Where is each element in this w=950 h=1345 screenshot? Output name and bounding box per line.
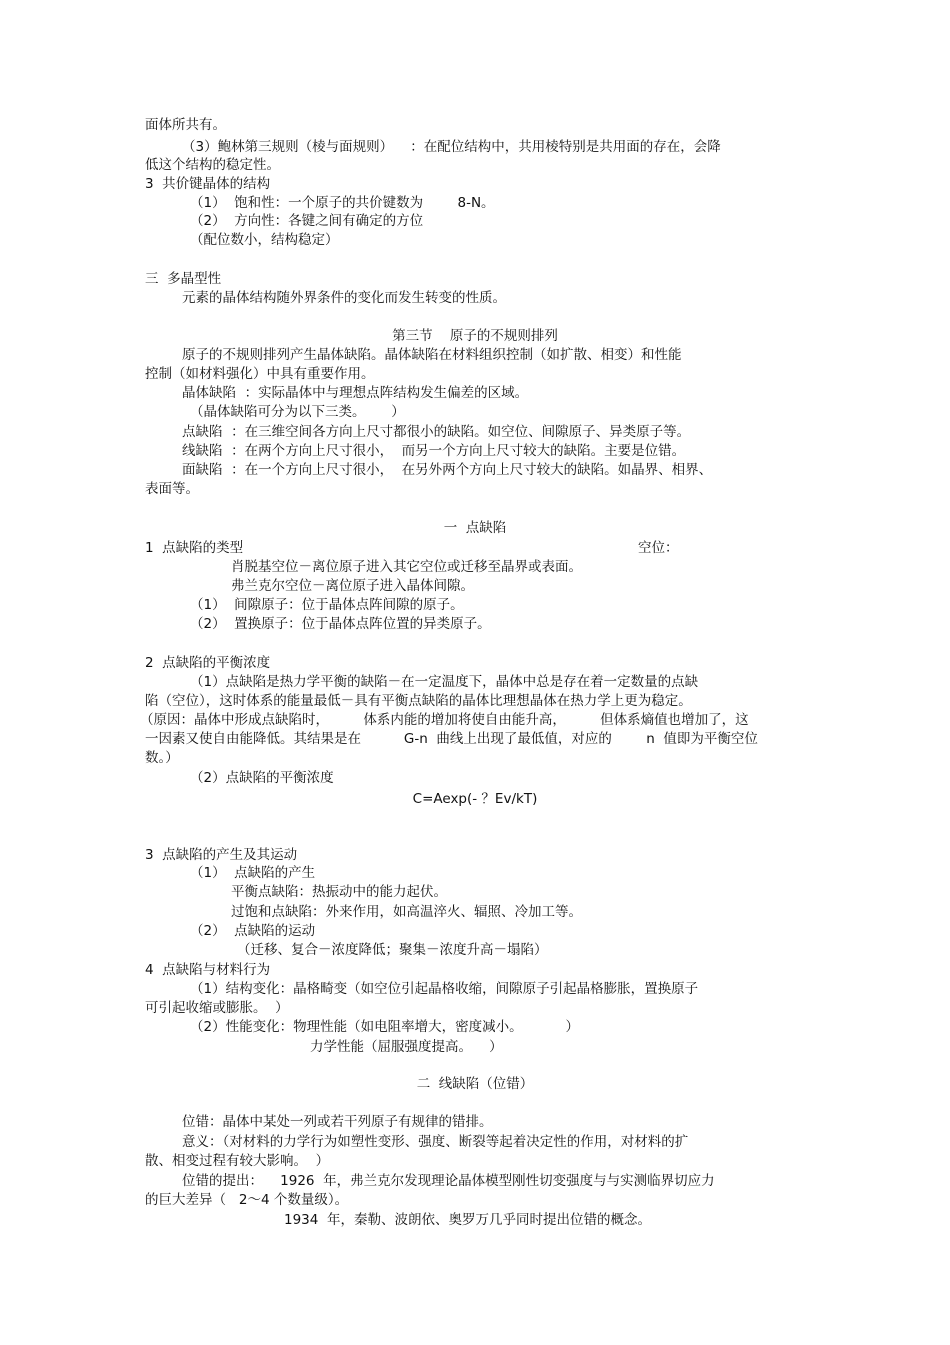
text-line: 力学性能（屈服强度提高。 ） <box>310 1039 503 1055</box>
section-heading: 三 多晶型性 <box>145 271 222 287</box>
text-line: 过饱和点缺陷：外来作用，如高温淬火、辐照、冷加工等。 <box>231 904 582 920</box>
section-heading: 3 点缺陷的产生及其运动 <box>145 847 298 863</box>
definition-line: 点缺陷 ：在三维空间各方向上尺寸都很小的缺陷。如空位、间隙原子、异类原子等。 <box>182 424 691 440</box>
text-line: （2）点缺陷的平衡浓度 <box>190 770 334 786</box>
text-line: 意义：（对材料的力学行为如塑性变形、强度、断裂等起着决定性的作用，对材料的扩 <box>182 1134 689 1150</box>
text-line: 散、相变过程有较大影响。 ） <box>145 1153 330 1169</box>
text-line: （2）性能变化：物理性能（如电阻率增大，密度减小。 ） <box>190 1019 580 1035</box>
section-heading: 4 点缺陷与材料行为 <box>145 962 271 978</box>
text-line: （1） 饱和性：一个原子的共价键数为 8-N。 <box>190 195 495 211</box>
subsection-heading: 二 线缺陷（位错） <box>416 1076 534 1092</box>
subsection-heading: 一 点缺陷 <box>443 520 507 536</box>
text-line: 陷（空位），这时体系的能量最低－具有平衡点缺陷的晶体比理想晶体在热力学上更为稳定。 <box>145 693 692 709</box>
definition-line: 面缺陷 ：在一个方向上尺寸很小， 在另外两个方向上尺寸较大的缺陷。如晶界、相界、 <box>182 462 713 478</box>
text-line: （2） 点缺陷的运动 <box>190 923 316 939</box>
text-line: 平衡点缺陷：热振动中的能力起伏。 <box>231 884 447 900</box>
text-line: （晶体缺陷可分为以下三类。 ） <box>190 404 405 420</box>
text-line: （1） 间隙原子：位于晶体点阵间隙的原子。 <box>190 597 464 613</box>
chapter-heading: 第三节 原子的不规则排列 <box>392 328 558 344</box>
text-line: 面体所共有。 <box>145 117 226 133</box>
definition-line: 线缺陷 ：在两个方向上尺寸很小， 而另一个方向上尺寸较大的缺陷。主要是位错。 <box>182 443 686 459</box>
text-line: 低这个结构的稳定性。 <box>145 157 280 173</box>
text-line: 可引起收缩或膨胀。 ） <box>145 1000 289 1016</box>
text-line: 1934 年，秦勒、波朗依、奥罗万几乎同时提出位错的概念。 <box>284 1212 651 1228</box>
text-line: （1）结构变化：晶格畸变（如空位引起晶格收缩，间隙原子引起晶格膨胀，置换原子 <box>190 981 699 997</box>
text-line: 位错：晶体中某处一列或若干列原子有规律的错排。 <box>182 1114 493 1130</box>
text-line: （配位数小，结构稳定） <box>190 232 339 248</box>
definition-line: 晶体缺陷 ：实际晶体中与理想点阵结构发生偏差的区域。 <box>182 385 529 401</box>
text-line: 表面等。 <box>145 481 199 497</box>
text-line: 弗兰克尔空位－离位原子进入晶体间隙。 <box>231 578 474 594</box>
text-line: 的巨大差异（ 2～4 个数量级）。 <box>145 1192 349 1208</box>
text-line: 元素的晶体结构随外界条件的变化而发生转变的性质。 <box>182 290 506 306</box>
text-line: 原子的不规则排列产生晶体缺陷。晶体缺陷在材料组织控制（如扩散、相变）和性能 <box>182 347 682 363</box>
section-heading: 2 点缺陷的平衡浓度 <box>145 655 271 671</box>
text-line: （1） 点缺陷的产生 <box>190 865 316 881</box>
text-line: 控制（如材料强化）中具有重要作用。 <box>145 366 375 382</box>
text-line: （原因：晶体中形成点缺陷时， 体系内能的增加将使自由能升高， 但体系熵值也增加了，这 <box>140 712 749 728</box>
section-heading: 3 共价键晶体的结构 <box>145 176 271 192</box>
text-line: 位错的提出： 1926 年，弗兰克尔发现理论晶体模型刚性切变强度与与实测临界切应力 <box>182 1173 715 1189</box>
formula: C=Aexp(- ？Ev/kT) <box>412 791 538 807</box>
section-heading: 1 点缺陷的类型 <box>145 540 244 556</box>
text-line: （3）鲍林第三规则（棱与面规则） ：在配位结构中，共用棱特别是共用面的存在，会降 <box>182 139 721 155</box>
text-line: （2） 方向性：各键之间有确定的方位 <box>190 213 424 229</box>
text-line: （迁移、复合－浓度降低；聚集－浓度升高－塌陷） <box>237 942 548 958</box>
text-line: 空位： <box>638 540 679 556</box>
text-line: （1）点缺陷是热力学平衡的缺陷－在一定温度下，晶体中总是存在着一定数量的点缺 <box>190 674 699 690</box>
text-line: （2） 置换原子：位于晶体点阵位置的异类原子。 <box>190 616 491 632</box>
text-line: 数。） <box>145 750 179 766</box>
text-line: 肖脱基空位－离位原子进入其它空位或迁移至晶界或表面。 <box>231 559 582 575</box>
text-line: 一因素又使自由能降低。其结果是在 G-n 曲线上出现了最低值，对应的 n 值即为平衡空位 <box>145 731 758 747</box>
